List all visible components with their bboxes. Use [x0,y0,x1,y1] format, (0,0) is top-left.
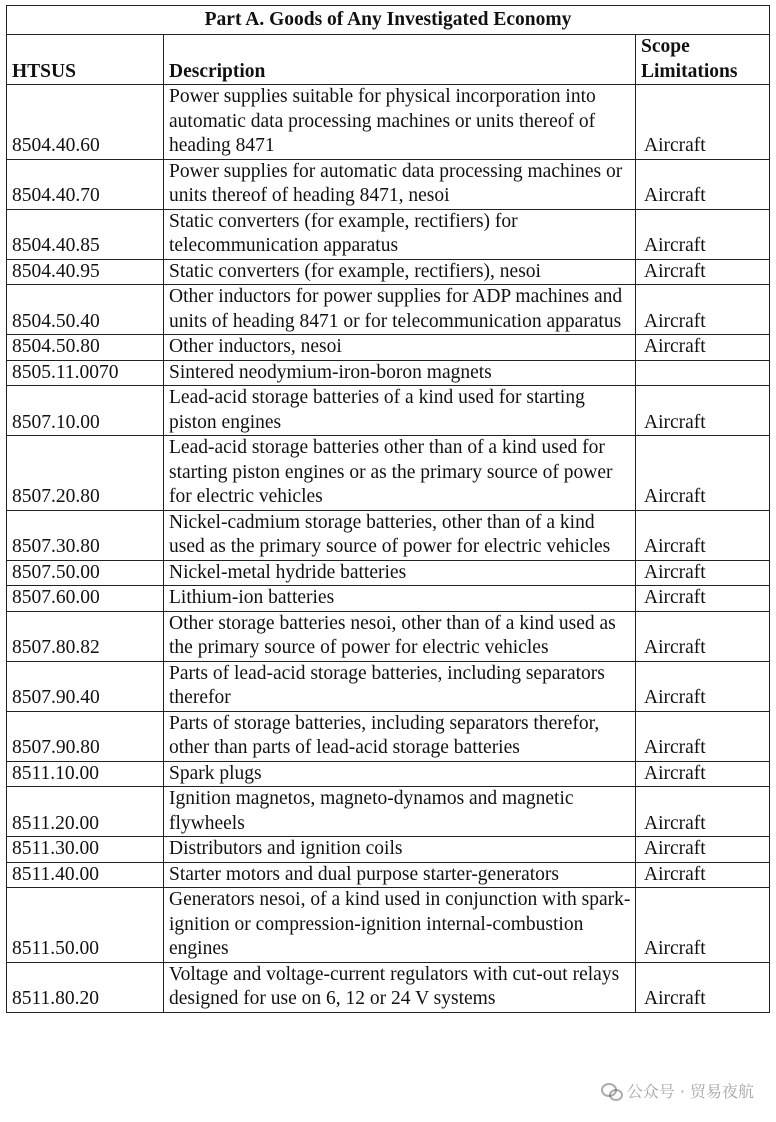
scope-cell: Aircraft [636,209,770,259]
scope-cell: Aircraft [636,386,770,436]
scope-cell: Aircraft [636,335,770,361]
scope-cell [636,360,770,386]
table-row [7,837,770,863]
description-cell: Nickel-metal hydride batteries [164,560,636,586]
table-body [7,85,770,1013]
wechat-icon [601,1083,621,1099]
htsus-cell: 8507.30.80 [7,510,164,560]
table-row [7,611,770,661]
scope-cell: Aircraft [636,862,770,888]
table-row [7,386,770,436]
table-row [7,159,770,209]
description-cell: Power supplies for automatic data processing machines or units thereof of heading 8471, nesoi [164,159,636,209]
description-cell: Other storage batteries nesoi, other than of a kind used as the primary source of power for electric vehicles [164,611,636,661]
table-row [7,436,770,511]
scope-cell: Aircraft [636,159,770,209]
htsus-cell: 8507.20.80 [7,436,164,511]
htsus-cell: 8507.60.00 [7,586,164,612]
table-title: Part A. Goods of Any Investigated Economy [7,6,770,35]
watermark [601,1079,754,1102]
description-cell: Lithium-ion batteries [164,586,636,612]
htsus-cell: 8511.80.20 [7,962,164,1012]
htsus-cell: 8505.11.0070 [7,360,164,386]
description-cell: Lead-acid storage batteries of a kind used for starting piston engines [164,386,636,436]
scope-cell: Aircraft [636,711,770,761]
htsus-cell: 8511.30.00 [7,837,164,863]
htsus-cell: 8504.50.40 [7,285,164,335]
table-row [7,711,770,761]
description-cell: Ignition magnetos, magneto-dynamos and magnetic flywheels [164,787,636,837]
htsus-cell: 8504.40.60 [7,85,164,160]
description-cell: Spark plugs [164,761,636,787]
description-cell: Other inductors, nesoi [164,335,636,361]
goods-table [6,5,770,1013]
table-row [7,335,770,361]
watermark-text: 公众号 · 贸易夜航 [626,1082,754,1101]
description-cell: Lead-acid storage batteries other than of a kind used for starting piston engines or as the primary source of power for electric vehicles [164,436,636,511]
scope-cell: Aircraft [636,586,770,612]
scope-cell: Aircraft [636,962,770,1012]
table-row [7,661,770,711]
description-cell: Power supplies suitable for physical incorporation into automatic data processing machines or units thereof of heading 8471 [164,85,636,160]
htsus-cell: 8511.40.00 [7,862,164,888]
scope-cell: Aircraft [636,888,770,963]
table-row [7,85,770,160]
htsus-cell: 8511.50.00 [7,888,164,963]
description-cell: Static converters (for example, rectifiers), nesoi [164,259,636,285]
table-row [7,285,770,335]
scope-cell: Aircraft [636,85,770,160]
htsus-cell: 8504.50.80 [7,335,164,361]
table-row [7,209,770,259]
scope-cell: Aircraft [636,510,770,560]
description-cell: Voltage and voltage-current regulators with cut-out relays designed for use on 6, 12 or 24 V systems [164,962,636,1012]
htsus-cell: 8504.40.95 [7,259,164,285]
htsus-cell: 8507.10.00 [7,386,164,436]
htsus-cell: 8511.20.00 [7,787,164,837]
scope-cell: Aircraft [636,761,770,787]
description-cell: Distributors and ignition coils [164,837,636,863]
description-cell: Sintered neodymium-iron-boron magnets [164,360,636,386]
description-cell: Generators nesoi, of a kind used in conjunction with spark-ignition or compression-ignition internal-combustion engines [164,888,636,963]
header-htsus: HTSUS [7,35,164,85]
table-row [7,586,770,612]
header-scope-limitations: Scope Limitations [636,35,770,85]
description-cell: Other inductors for power supplies for ADP machines and units of heading 8471 or for telecommunication apparatus [164,285,636,335]
scope-cell: Aircraft [636,285,770,335]
scope-cell: Aircraft [636,837,770,863]
table-row [7,888,770,963]
table-row [7,761,770,787]
scope-cell: Aircraft [636,661,770,711]
header-description: Description [164,35,636,85]
table-row [7,787,770,837]
description-cell: Parts of lead-acid storage batteries, including separators therefor [164,661,636,711]
description-cell: Nickel-cadmium storage batteries, other than of a kind used as the primary source of power for electric vehicles [164,510,636,560]
htsus-cell: 8507.90.40 [7,661,164,711]
table-row [7,560,770,586]
scope-cell: Aircraft [636,436,770,511]
table-row [7,360,770,386]
table-row [7,259,770,285]
scope-cell: Aircraft [636,560,770,586]
description-cell: Starter motors and dual purpose starter-generators [164,862,636,888]
table-row [7,510,770,560]
scope-cell: Aircraft [636,611,770,661]
scope-cell: Aircraft [636,787,770,837]
description-cell: Static converters (for example, rectifiers) for telecommunication apparatus [164,209,636,259]
htsus-cell: 8504.40.70 [7,159,164,209]
table-row [7,962,770,1012]
scope-cell: Aircraft [636,259,770,285]
htsus-cell: 8504.40.85 [7,209,164,259]
table-row [7,862,770,888]
htsus-cell: 8507.80.82 [7,611,164,661]
description-cell: Parts of storage batteries, including separators therefor, other than parts of lead-acid storage batteries [164,711,636,761]
htsus-cell: 8507.50.00 [7,560,164,586]
htsus-cell: 8511.10.00 [7,761,164,787]
htsus-cell: 8507.90.80 [7,711,164,761]
